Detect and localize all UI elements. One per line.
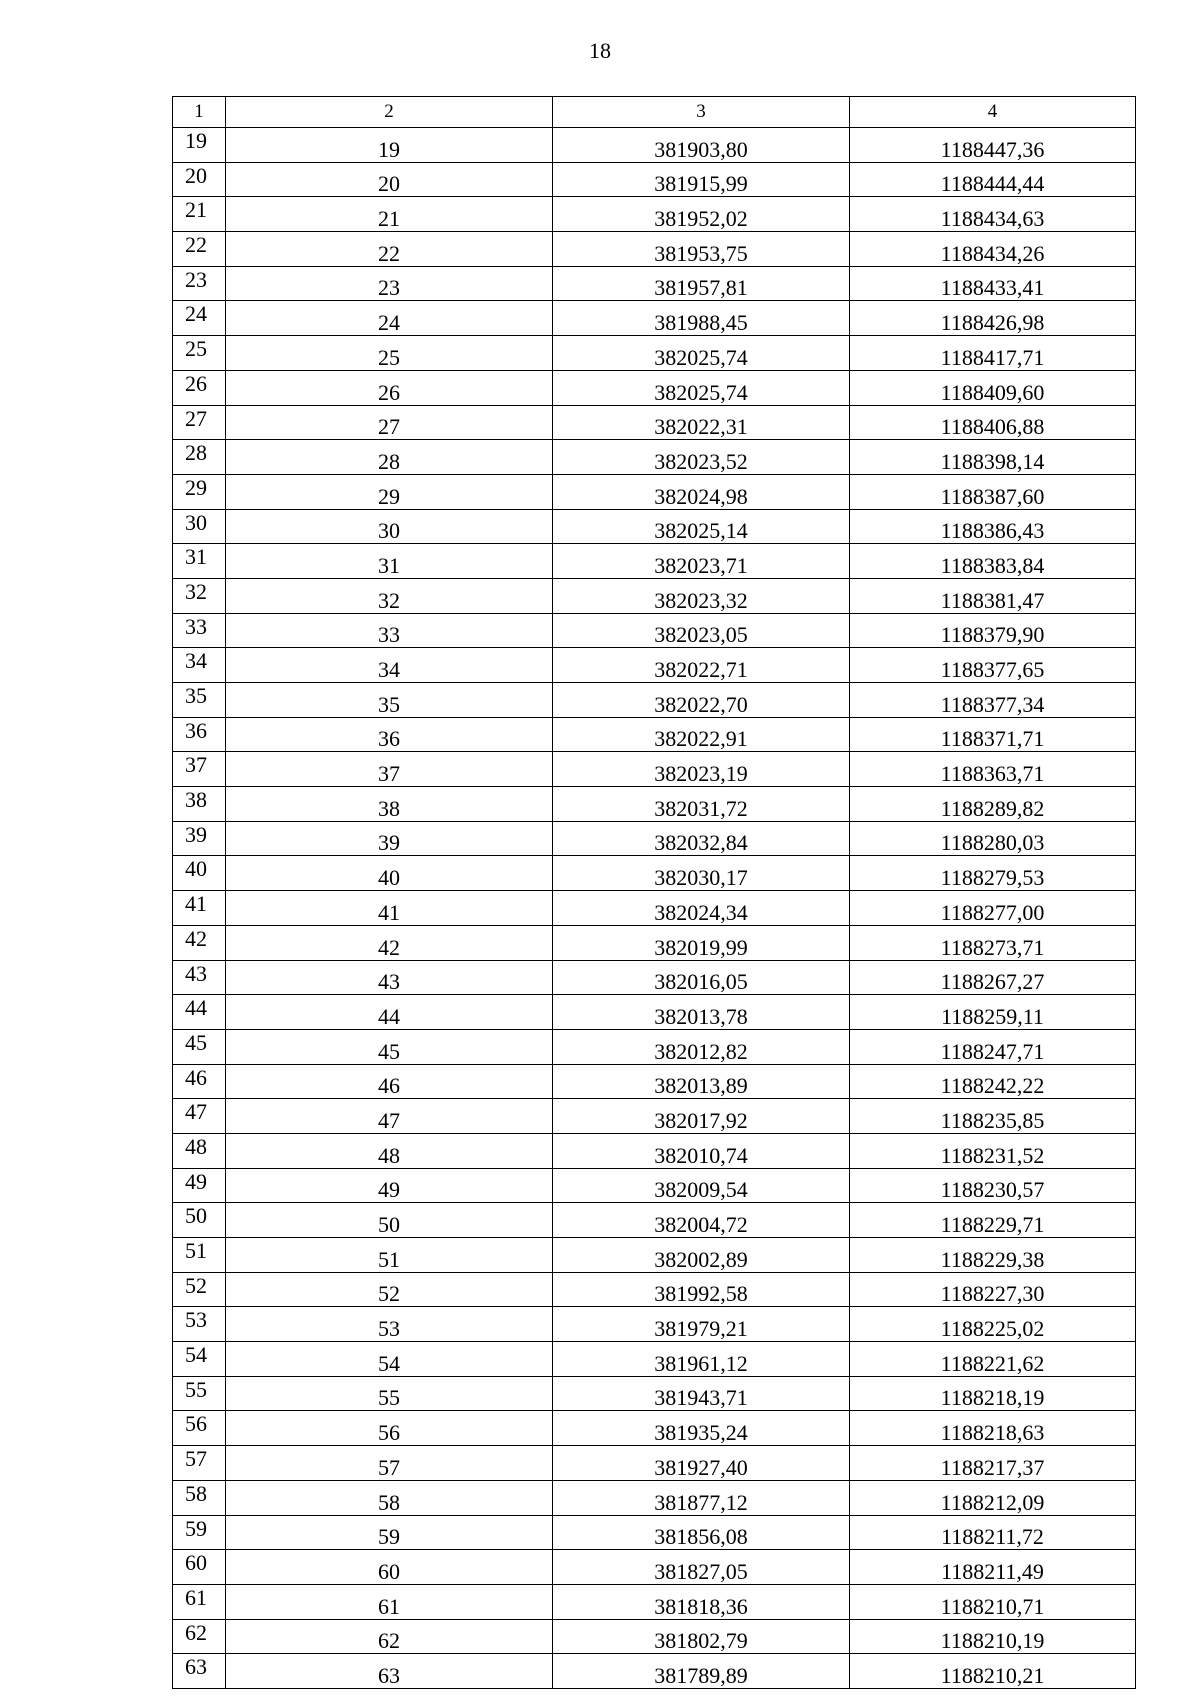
x-coordinate-cell: 381992,58 bbox=[553, 1272, 850, 1307]
y-coordinate-cell: 1188433,41 bbox=[850, 266, 1136, 301]
x-coordinate-cell: 381979,21 bbox=[553, 1307, 850, 1342]
x-coordinate-cell: 381953,75 bbox=[553, 232, 850, 267]
x-coordinate-cell: 382023,32 bbox=[553, 578, 850, 613]
point-number-cell: 28 bbox=[226, 440, 553, 475]
y-coordinate-cell: 1188247,71 bbox=[850, 1029, 1136, 1064]
point-number-cell: 53 bbox=[226, 1307, 553, 1342]
y-coordinate-cell: 1188218,19 bbox=[850, 1376, 1136, 1411]
table-row bbox=[173, 1654, 1136, 1689]
point-number-cell: 62 bbox=[226, 1619, 553, 1654]
table-row bbox=[173, 613, 1136, 648]
x-coordinate-cell: 382022,31 bbox=[553, 405, 850, 440]
x-coordinate-cell: 382016,05 bbox=[553, 960, 850, 995]
y-coordinate-cell: 1188211,49 bbox=[850, 1550, 1136, 1585]
y-coordinate-cell: 1188434,26 bbox=[850, 232, 1136, 267]
row-index-cell: 54 bbox=[173, 1342, 226, 1377]
table-row bbox=[173, 683, 1136, 718]
row-index-cell: 49 bbox=[173, 1168, 226, 1203]
x-coordinate-cell: 382024,34 bbox=[553, 891, 850, 926]
point-number-cell: 26 bbox=[226, 370, 553, 405]
row-index-cell: 21 bbox=[173, 197, 226, 232]
table-row bbox=[173, 925, 1136, 960]
table-row bbox=[173, 1238, 1136, 1273]
point-number-cell: 36 bbox=[226, 717, 553, 752]
table-row bbox=[173, 1619, 1136, 1654]
table-row bbox=[173, 752, 1136, 787]
table-row bbox=[173, 1411, 1136, 1446]
point-number-cell: 37 bbox=[226, 752, 553, 787]
point-number-cell: 24 bbox=[226, 301, 553, 336]
y-coordinate-cell: 1188289,82 bbox=[850, 787, 1136, 822]
x-coordinate-cell: 381927,40 bbox=[553, 1446, 850, 1481]
row-index-cell: 26 bbox=[173, 370, 226, 405]
x-coordinate-cell: 381957,81 bbox=[553, 266, 850, 301]
row-index-cell: 35 bbox=[173, 683, 226, 718]
x-coordinate-cell: 382032,84 bbox=[553, 821, 850, 856]
row-index-cell: 20 bbox=[173, 162, 226, 197]
row-index-cell: 46 bbox=[173, 1064, 226, 1099]
y-coordinate-cell: 1188210,19 bbox=[850, 1619, 1136, 1654]
y-coordinate-cell: 1188217,37 bbox=[850, 1446, 1136, 1481]
row-index-cell: 56 bbox=[173, 1411, 226, 1446]
table-row bbox=[173, 1099, 1136, 1134]
x-coordinate-cell: 381915,99 bbox=[553, 162, 850, 197]
x-coordinate-cell: 382023,19 bbox=[553, 752, 850, 787]
x-coordinate-cell: 381818,36 bbox=[553, 1584, 850, 1619]
row-index-cell: 22 bbox=[173, 232, 226, 267]
x-coordinate-cell: 381961,12 bbox=[553, 1342, 850, 1377]
table-row bbox=[173, 821, 1136, 856]
table-row bbox=[173, 1376, 1136, 1411]
x-coordinate-cell: 381877,12 bbox=[553, 1480, 850, 1515]
x-coordinate-cell: 382017,92 bbox=[553, 1099, 850, 1134]
point-number-cell: 42 bbox=[226, 925, 553, 960]
table-row bbox=[173, 405, 1136, 440]
y-coordinate-cell: 1188434,63 bbox=[850, 197, 1136, 232]
row-index-cell: 25 bbox=[173, 336, 226, 371]
y-coordinate-cell: 1188387,60 bbox=[850, 474, 1136, 509]
x-coordinate-cell: 381952,02 bbox=[553, 197, 850, 232]
y-coordinate-cell: 1188417,71 bbox=[850, 336, 1136, 371]
point-number-cell: 21 bbox=[226, 197, 553, 232]
row-index-cell: 33 bbox=[173, 613, 226, 648]
y-coordinate-cell: 1188221,62 bbox=[850, 1342, 1136, 1377]
row-index-cell: 51 bbox=[173, 1238, 226, 1273]
row-index-cell: 52 bbox=[173, 1272, 226, 1307]
y-coordinate-cell: 1188444,44 bbox=[850, 162, 1136, 197]
y-coordinate-cell: 1188229,71 bbox=[850, 1203, 1136, 1238]
point-number-cell: 57 bbox=[226, 1446, 553, 1481]
y-coordinate-cell: 1188227,30 bbox=[850, 1272, 1136, 1307]
row-index-cell: 53 bbox=[173, 1307, 226, 1342]
table-row bbox=[173, 1342, 1136, 1377]
table-row bbox=[173, 960, 1136, 995]
point-number-cell: 47 bbox=[226, 1099, 553, 1134]
table-row bbox=[173, 1064, 1136, 1099]
header-cell-2: 2 bbox=[226, 97, 553, 128]
point-number-cell: 29 bbox=[226, 474, 553, 509]
row-index-cell: 50 bbox=[173, 1203, 226, 1238]
y-coordinate-cell: 1188426,98 bbox=[850, 301, 1136, 336]
point-number-cell: 25 bbox=[226, 336, 553, 371]
y-coordinate-cell: 1188377,34 bbox=[850, 683, 1136, 718]
point-number-cell: 52 bbox=[226, 1272, 553, 1307]
table-row bbox=[173, 544, 1136, 579]
x-coordinate-cell: 382019,99 bbox=[553, 925, 850, 960]
row-index-cell: 61 bbox=[173, 1584, 226, 1619]
table-row bbox=[173, 128, 1136, 163]
row-index-cell: 37 bbox=[173, 752, 226, 787]
row-index-cell: 30 bbox=[173, 509, 226, 544]
row-index-cell: 63 bbox=[173, 1654, 226, 1689]
row-index-cell: 44 bbox=[173, 995, 226, 1030]
row-index-cell: 32 bbox=[173, 578, 226, 613]
x-coordinate-cell: 381789,89 bbox=[553, 1654, 850, 1689]
y-coordinate-cell: 1188363,71 bbox=[850, 752, 1136, 787]
y-coordinate-cell: 1188210,21 bbox=[850, 1654, 1136, 1689]
table-row bbox=[173, 162, 1136, 197]
x-coordinate-cell: 382012,82 bbox=[553, 1029, 850, 1064]
table-row bbox=[173, 266, 1136, 301]
x-coordinate-cell: 382002,89 bbox=[553, 1238, 850, 1273]
table-row bbox=[173, 197, 1136, 232]
y-coordinate-cell: 1188277,00 bbox=[850, 891, 1136, 926]
y-coordinate-cell: 1188406,88 bbox=[850, 405, 1136, 440]
point-number-cell: 33 bbox=[226, 613, 553, 648]
y-coordinate-cell: 1188230,57 bbox=[850, 1168, 1136, 1203]
table-row bbox=[173, 1272, 1136, 1307]
table-row bbox=[173, 891, 1136, 926]
point-number-cell: 40 bbox=[226, 856, 553, 891]
table-row bbox=[173, 1029, 1136, 1064]
table-row bbox=[173, 717, 1136, 752]
x-coordinate-cell: 382031,72 bbox=[553, 787, 850, 822]
row-index-cell: 39 bbox=[173, 821, 226, 856]
x-coordinate-cell: 382024,98 bbox=[553, 474, 850, 509]
x-coordinate-cell: 382023,05 bbox=[553, 613, 850, 648]
point-number-cell: 44 bbox=[226, 995, 553, 1030]
table-row bbox=[173, 578, 1136, 613]
x-coordinate-cell: 382025,14 bbox=[553, 509, 850, 544]
row-index-cell: 60 bbox=[173, 1550, 226, 1585]
row-index-cell: 23 bbox=[173, 266, 226, 301]
row-index-cell: 31 bbox=[173, 544, 226, 579]
row-index-cell: 40 bbox=[173, 856, 226, 891]
row-index-cell: 43 bbox=[173, 960, 226, 995]
point-number-cell: 23 bbox=[226, 266, 553, 301]
y-coordinate-cell: 1188267,27 bbox=[850, 960, 1136, 995]
x-coordinate-cell: 382023,71 bbox=[553, 544, 850, 579]
x-coordinate-cell: 382010,74 bbox=[553, 1133, 850, 1168]
row-index-cell: 62 bbox=[173, 1619, 226, 1654]
x-coordinate-cell: 381856,08 bbox=[553, 1515, 850, 1550]
table-row bbox=[173, 440, 1136, 475]
table-row bbox=[173, 336, 1136, 371]
table-row bbox=[173, 1515, 1136, 1550]
y-coordinate-cell: 1188231,52 bbox=[850, 1133, 1136, 1168]
y-coordinate-cell: 1188377,65 bbox=[850, 648, 1136, 683]
x-coordinate-cell: 382025,74 bbox=[553, 370, 850, 405]
table-row bbox=[173, 301, 1136, 336]
y-coordinate-cell: 1188212,09 bbox=[850, 1480, 1136, 1515]
x-coordinate-cell: 382022,71 bbox=[553, 648, 850, 683]
row-index-cell: 41 bbox=[173, 891, 226, 926]
y-coordinate-cell: 1188371,71 bbox=[850, 717, 1136, 752]
table-row bbox=[173, 856, 1136, 891]
y-coordinate-cell: 1188447,36 bbox=[850, 128, 1136, 163]
y-coordinate-cell: 1188242,22 bbox=[850, 1064, 1136, 1099]
point-number-cell: 60 bbox=[226, 1550, 553, 1585]
table-row bbox=[173, 509, 1136, 544]
point-number-cell: 50 bbox=[226, 1203, 553, 1238]
row-index-cell: 58 bbox=[173, 1480, 226, 1515]
row-index-cell: 29 bbox=[173, 474, 226, 509]
point-number-cell: 22 bbox=[226, 232, 553, 267]
point-number-cell: 54 bbox=[226, 1342, 553, 1377]
row-index-cell: 45 bbox=[173, 1029, 226, 1064]
table-row bbox=[173, 648, 1136, 683]
point-number-cell: 61 bbox=[226, 1584, 553, 1619]
y-coordinate-cell: 1188210,71 bbox=[850, 1584, 1136, 1619]
y-coordinate-cell: 1188381,47 bbox=[850, 578, 1136, 613]
row-index-cell: 47 bbox=[173, 1099, 226, 1134]
point-number-cell: 34 bbox=[226, 648, 553, 683]
point-number-cell: 35 bbox=[226, 683, 553, 718]
point-number-cell: 46 bbox=[226, 1064, 553, 1099]
table-row bbox=[173, 1307, 1136, 1342]
point-number-cell: 49 bbox=[226, 1168, 553, 1203]
header-cell-1: 1 bbox=[173, 97, 226, 128]
row-index-cell: 19 bbox=[173, 128, 226, 163]
point-number-cell: 55 bbox=[226, 1376, 553, 1411]
y-coordinate-cell: 1188211,72 bbox=[850, 1515, 1136, 1550]
y-coordinate-cell: 1188383,84 bbox=[850, 544, 1136, 579]
x-coordinate-cell: 382022,70 bbox=[553, 683, 850, 718]
table-row bbox=[173, 474, 1136, 509]
table-row bbox=[173, 1133, 1136, 1168]
row-index-cell: 27 bbox=[173, 405, 226, 440]
row-index-cell: 48 bbox=[173, 1133, 226, 1168]
y-coordinate-cell: 1188229,38 bbox=[850, 1238, 1136, 1273]
table-header-row bbox=[173, 97, 1136, 128]
point-number-cell: 41 bbox=[226, 891, 553, 926]
table-row bbox=[173, 1480, 1136, 1515]
point-number-cell: 45 bbox=[226, 1029, 553, 1064]
y-coordinate-cell: 1188409,60 bbox=[850, 370, 1136, 405]
x-coordinate-cell: 381802,79 bbox=[553, 1619, 850, 1654]
x-coordinate-cell: 381935,24 bbox=[553, 1411, 850, 1446]
point-number-cell: 56 bbox=[226, 1411, 553, 1446]
point-number-cell: 48 bbox=[226, 1133, 553, 1168]
point-number-cell: 19 bbox=[226, 128, 553, 163]
table-row bbox=[173, 787, 1136, 822]
x-coordinate-cell: 382023,52 bbox=[553, 440, 850, 475]
y-coordinate-cell: 1188386,43 bbox=[850, 509, 1136, 544]
point-number-cell: 32 bbox=[226, 578, 553, 613]
row-index-cell: 55 bbox=[173, 1376, 226, 1411]
y-coordinate-cell: 1188235,85 bbox=[850, 1099, 1136, 1134]
point-number-cell: 31 bbox=[226, 544, 553, 579]
table-row bbox=[173, 1168, 1136, 1203]
x-coordinate-cell: 382013,89 bbox=[553, 1064, 850, 1099]
y-coordinate-cell: 1188379,90 bbox=[850, 613, 1136, 648]
y-coordinate-cell: 1188259,11 bbox=[850, 995, 1136, 1030]
coordinates-table-body bbox=[173, 97, 1136, 1689]
header-cell-3: 3 bbox=[553, 97, 850, 128]
row-index-cell: 38 bbox=[173, 787, 226, 822]
point-number-cell: 27 bbox=[226, 405, 553, 440]
point-number-cell: 30 bbox=[226, 509, 553, 544]
point-number-cell: 20 bbox=[226, 162, 553, 197]
x-coordinate-cell: 381988,45 bbox=[553, 301, 850, 336]
x-coordinate-cell: 382025,74 bbox=[553, 336, 850, 371]
y-coordinate-cell: 1188225,02 bbox=[850, 1307, 1136, 1342]
row-index-cell: 28 bbox=[173, 440, 226, 475]
x-coordinate-cell: 381943,71 bbox=[553, 1376, 850, 1411]
point-number-cell: 51 bbox=[226, 1238, 553, 1273]
point-number-cell: 58 bbox=[226, 1480, 553, 1515]
table-row bbox=[173, 1584, 1136, 1619]
table-row bbox=[173, 995, 1136, 1030]
row-index-cell: 24 bbox=[173, 301, 226, 336]
row-index-cell: 57 bbox=[173, 1446, 226, 1481]
row-index-cell: 34 bbox=[173, 648, 226, 683]
x-coordinate-cell: 381903,80 bbox=[553, 128, 850, 163]
y-coordinate-cell: 1188398,14 bbox=[850, 440, 1136, 475]
header-cell-4: 4 bbox=[850, 97, 1136, 128]
x-coordinate-cell: 381827,05 bbox=[553, 1550, 850, 1585]
table-row bbox=[173, 1446, 1136, 1481]
x-coordinate-cell: 382022,91 bbox=[553, 717, 850, 752]
row-index-cell: 59 bbox=[173, 1515, 226, 1550]
y-coordinate-cell: 1188273,71 bbox=[850, 925, 1136, 960]
point-number-cell: 39 bbox=[226, 821, 553, 856]
y-coordinate-cell: 1188218,63 bbox=[850, 1411, 1136, 1446]
point-number-cell: 43 bbox=[226, 960, 553, 995]
table-row bbox=[173, 1203, 1136, 1238]
x-coordinate-cell: 382009,54 bbox=[553, 1168, 850, 1203]
x-coordinate-cell: 382004,72 bbox=[553, 1203, 850, 1238]
coordinates-table bbox=[172, 96, 1136, 1689]
table-row bbox=[173, 370, 1136, 405]
point-number-cell: 59 bbox=[226, 1515, 553, 1550]
table-row bbox=[173, 232, 1136, 267]
point-number-cell: 38 bbox=[226, 787, 553, 822]
x-coordinate-cell: 382030,17 bbox=[553, 856, 850, 891]
row-index-cell: 42 bbox=[173, 925, 226, 960]
point-number-cell: 63 bbox=[226, 1654, 553, 1689]
y-coordinate-cell: 1188279,53 bbox=[850, 856, 1136, 891]
x-coordinate-cell: 382013,78 bbox=[553, 995, 850, 1030]
y-coordinate-cell: 1188280,03 bbox=[850, 821, 1136, 856]
row-index-cell: 36 bbox=[173, 717, 226, 752]
table-row bbox=[173, 1550, 1136, 1585]
page-number: 18 bbox=[589, 38, 611, 63]
